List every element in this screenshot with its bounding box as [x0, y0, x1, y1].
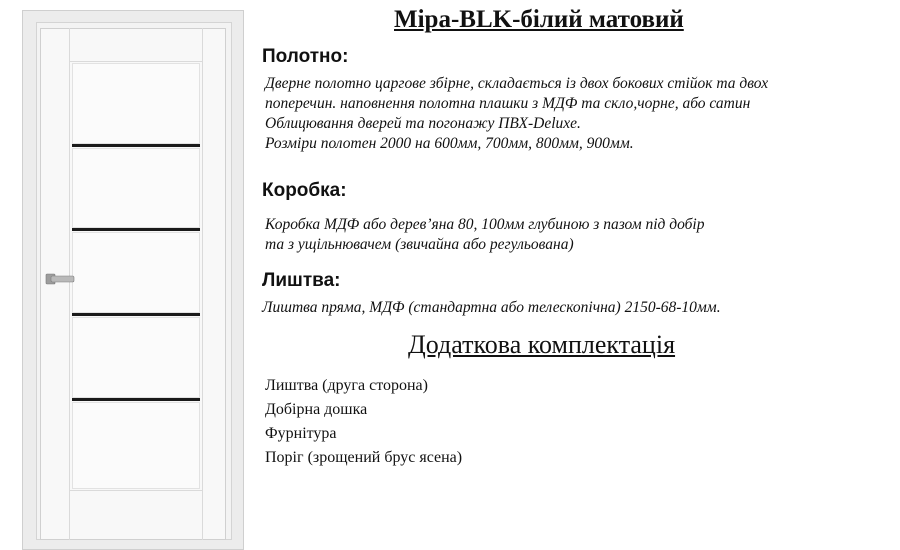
door-top-rail	[70, 28, 202, 62]
section-heading-lyshtva: Лиштва:	[262, 270, 341, 291]
description-line: Облицювання дверей та погонажу ПВХ-Deluxe.	[265, 115, 581, 132]
section-heading-polotno: Полотно:	[262, 46, 349, 67]
lyshtva-description	[262, 298, 721, 318]
product-title: Міра-BLK-білий матовий	[394, 6, 684, 33]
door-panel	[72, 63, 200, 144]
description-line: Розміри полотен 2000 на 600мм, 700мм, 800мм, 900мм.	[265, 135, 634, 152]
door-right-stile	[202, 28, 226, 540]
description-line: Коробка МДФ або дерев’яна 80, 100мм глубиною з пазом під добір	[265, 216, 705, 233]
list-item: Фурнітура	[265, 425, 337, 442]
door-glass-strip	[72, 313, 200, 316]
extras-list	[265, 374, 462, 470]
korobka-description	[265, 215, 705, 255]
list-item: Поріг (зрощений брус ясена)	[265, 449, 463, 466]
door-panel	[72, 232, 200, 313]
door-glass-strip	[72, 228, 200, 231]
door-panel	[72, 148, 200, 228]
door-panel	[72, 402, 200, 489]
door-glass-strip	[72, 398, 200, 401]
polotno-description	[265, 74, 768, 154]
door-illustration	[0, 0, 250, 540]
description-line: поперечин. наповнення полотна плашки з МДФ та скло,чорне, або сатин	[265, 95, 751, 112]
description-line: та з ущільнювачем (звичайна або регульована)	[265, 236, 574, 253]
door-panel	[72, 317, 200, 398]
list-item: Добірна дошка	[265, 401, 368, 418]
section-heading-korobka: Коробка:	[262, 180, 347, 201]
description-line: Лиштва пряма, МДФ (стандартна або телескопічна) 2150-68-10мм.	[262, 299, 721, 316]
list-item: Лиштва (друга сторона)	[265, 377, 428, 394]
door-bottom-rail	[70, 490, 202, 540]
door-handle-icon	[45, 271, 75, 287]
door-glass-strip	[72, 144, 200, 147]
description-line: Дверне полотно царгове збірне, складається із двох бокових стійок та двох	[265, 75, 769, 92]
extras-heading: Додаткова комплектація	[408, 330, 676, 359]
